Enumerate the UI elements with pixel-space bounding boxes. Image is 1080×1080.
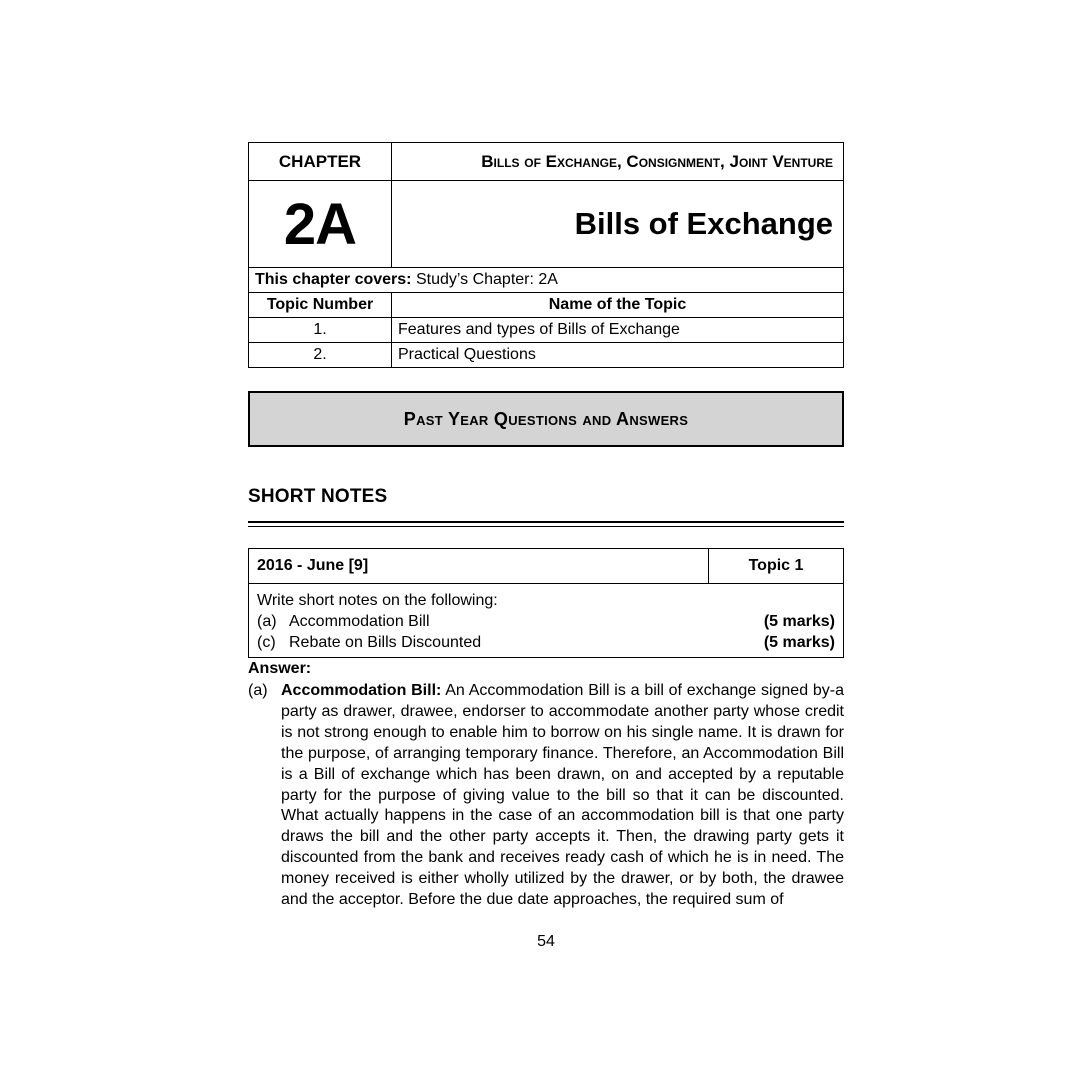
question-body: [249, 584, 844, 658]
question-part: [257, 632, 835, 653]
topic-name: Features and types of Bills of Exchange: [392, 318, 844, 343]
question-table: [248, 548, 844, 658]
chapter-title: Bills of Exchange: [392, 181, 844, 268]
section-heading: SHORT NOTES: [248, 486, 388, 507]
chapter-covers: [249, 268, 844, 293]
question-part: [257, 611, 835, 632]
chapter-header-table: [248, 142, 844, 368]
chapter-label: CHAPTER: [249, 143, 392, 181]
topic-name: Practical Questions: [392, 343, 844, 368]
chapter-number: 2A: [249, 181, 392, 268]
topic-number-header: Topic Number: [249, 293, 392, 318]
answer-body: An Accommodation Bill is a bill of exchange signed by-a party as drawer, drawee, endorser to accommodate another party whose credit is not strong enough to enable him to borrow on his single name. It is drawn for the purpose, of arranging temporary finance. Therefore, an Accommodation Bill is a Bill of exchange which has been drawn, on and accepted by a reputable party for the purpose of giving value to the bill so that it can be discounted. What actually happens in the case of an accommodation bill is that one party draws the bill and the other party accepts it. Then, the drawing party gets it discounted from the bank and receives ready cash of which he is in need. The money received is either wholly utilized by the drawer, or by both, the drawee and the acceptor. Before the due date approaches, the required sum of: [281, 682, 844, 909]
page-number: 54: [537, 933, 555, 950]
question-part-marks: (5 marks): [763, 634, 835, 651]
topic-name-header: Name of the Topic: [392, 293, 844, 318]
answer-part-marker: (a): [248, 682, 268, 699]
question-part-label: (c): [257, 634, 276, 651]
answer-block: [248, 681, 844, 911]
question-part-marks: (5 marks): [763, 613, 835, 630]
covers-value: Study’s Chapter: 2A: [411, 271, 558, 288]
section-divider: [248, 521, 844, 527]
question-intro: Write short notes on the following:: [257, 592, 498, 609]
book-title: Bills of Exchange, Consignment, Joint Venture: [392, 143, 844, 181]
question-part-text: Rebate on Bills Discounted: [289, 634, 482, 651]
topic-number: 2.: [249, 343, 392, 368]
answer-term: Accommodation Bill:: [281, 682, 442, 699]
question-year: 2016 - June [9]: [249, 549, 709, 584]
topic-number: 1.: [249, 318, 392, 343]
answer-part: [248, 681, 844, 911]
covers-label: This chapter covers:: [255, 271, 412, 288]
answer-part-text: [281, 681, 844, 911]
question-part-text: Accommodation Bill: [289, 613, 430, 630]
question-topic: Topic 1: [709, 549, 844, 584]
topic-row: [249, 343, 844, 368]
past-year-questions-banner: Past Year Questions and Answers: [248, 391, 844, 447]
question-part-label: (a): [257, 613, 277, 630]
answer-label: Answer:: [248, 660, 312, 677]
topic-row: [249, 318, 844, 343]
